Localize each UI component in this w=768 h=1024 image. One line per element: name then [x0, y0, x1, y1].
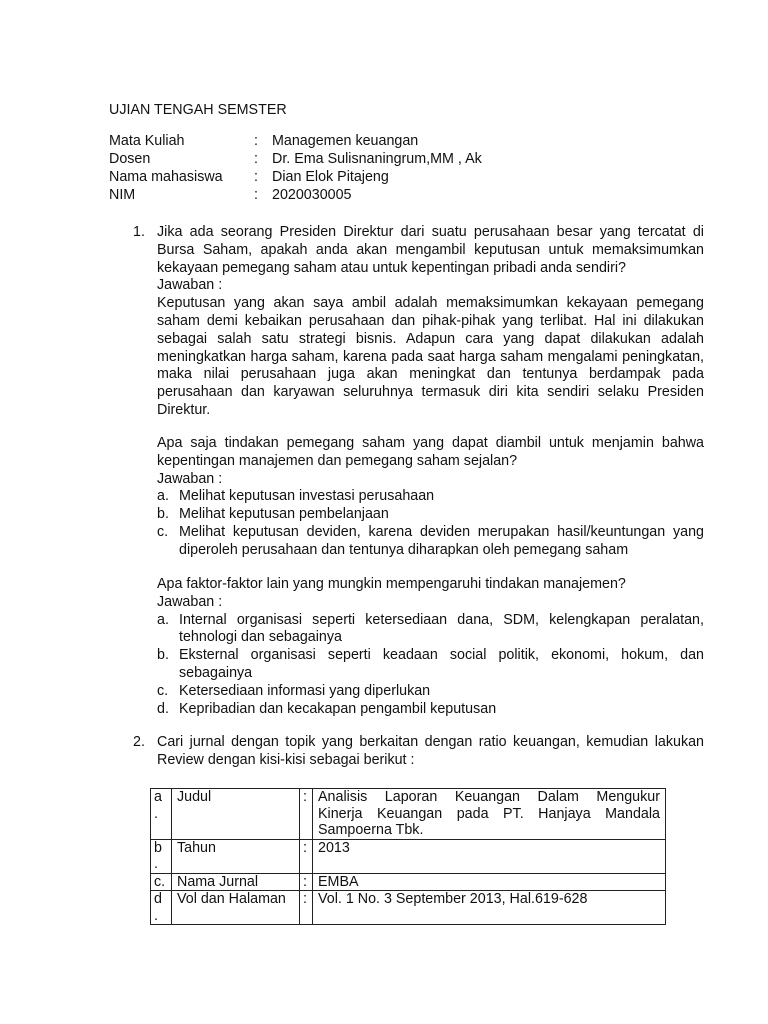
answer-line: saham demi kebaikan perusahaan dan pihak-pihak yang terlibat. Hal ini dilakukan [157, 312, 704, 329]
question-2-number: 2. [133, 734, 145, 750]
info-row [109, 186, 482, 204]
subquestion-line: Apa faktor-faktor lain yang mungkin mempengaruhi tindakan manajemen? [157, 576, 626, 592]
row-marker: b . [151, 839, 172, 873]
student-info [109, 132, 482, 204]
row-marker: d . [151, 891, 172, 925]
row-separator: : [300, 873, 313, 891]
info-row [109, 150, 482, 168]
question-1 [157, 224, 704, 420]
list-item-text: tehnologi dan sebagainya [179, 629, 342, 646]
list-marker: a. [157, 611, 169, 628]
question-2 [157, 734, 704, 770]
table-row [151, 839, 666, 873]
list-item-text: Melihat keputusan investasi perusahaan [179, 488, 435, 505]
info-value: Dr. Ema Sulisnaningrum,MM , Ak [272, 151, 482, 167]
info-separator: : [254, 151, 258, 167]
list-item [157, 683, 704, 701]
page-title: UJIAN TENGAH SEMSTER [109, 102, 287, 118]
answer-line: Keputusan yang akan saya ambil adalah memaksimumkan kekayaan pemegang [157, 295, 704, 312]
list-item-text: Ketersediaan informasi yang diperlukan [179, 682, 431, 699]
answer-line: Direktur. [157, 401, 211, 418]
answer-line: meningkatkan harga saham, karena pada saat harga saham mengalami peningkatan, [157, 348, 704, 365]
info-value: 2020030005 [272, 187, 352, 203]
list-item-text: Melihat keputusan deviden, karena deviden merupakan hasil/keuntungan yang [179, 523, 704, 540]
question-1-line: Bursa Saham, apakah anda akan mengambil keputusan untuk memaksimumkan [157, 241, 704, 258]
answer-line: sebagai salah satu strategi bisnis. Adapun cara yang dapat dilakukan adalah [157, 330, 704, 347]
info-separator: : [254, 169, 258, 185]
subquestion-1 [157, 435, 704, 560]
info-separator: : [254, 187, 258, 203]
row-value: EMBA [313, 873, 666, 891]
list-item [157, 488, 704, 506]
row-value: Analisis Laporan Keuangan Dalam Mengukur Kinerja Keuangan pada PT. Hanjaya Mandala Sampoerna Tbk. [313, 789, 666, 840]
info-value: Dian Elok Pitajeng [272, 169, 389, 185]
row-value: Vol. 1 No. 3 September 2013, Hal.619-628 [313, 891, 666, 925]
question-1-line: Jika ada seorang Presiden Direktur dari suatu perusahaan besar yang tercatat di [157, 224, 704, 240]
answer-label: Jawaban : [157, 277, 223, 294]
subquestion-2 [157, 576, 704, 718]
row-label: Nama Jurnal [172, 873, 300, 891]
list-item [157, 506, 704, 524]
row-separator: : [300, 839, 313, 873]
info-label: Mata Kuliah [109, 133, 185, 149]
question-1-line: kekayaan pemegang saham atau untuk kepentingan pribadi anda sendiri? [157, 259, 626, 276]
list-item-text: Melihat keputusan pembelanjaan [179, 506, 389, 523]
subquestion-line: kepentingan manajemen dan pemegang saham sejalan? [157, 452, 518, 469]
list-item-text: sebagainya [179, 664, 253, 681]
question-2-line: Cari jurnal dengan topik yang berkaitan dengan ratio keuangan, kemudian lakukan [157, 734, 704, 750]
info-label: Nama mahasiswa [109, 169, 223, 185]
table-row [151, 789, 666, 840]
question-2-line: Review dengan kisi-kisi sebagai berikut : [157, 751, 415, 768]
row-value: 2013 [313, 839, 666, 873]
row-label: Tahun [172, 839, 300, 873]
answer-line: perusahaan dan karyawan seluruhnya termasuk diri kita sendiri selaku Presiden [157, 384, 704, 401]
info-row [109, 168, 482, 186]
list-item [157, 701, 704, 719]
list-item [157, 612, 704, 648]
list-item-text: Kepribadian dan kecakapan pengambil keputusan [179, 700, 497, 717]
row-label: Vol dan Halaman [172, 891, 300, 925]
list-marker: a. [157, 488, 169, 505]
info-row [109, 132, 482, 150]
subquestion-line: Apa saja tindakan pemegang saham yang dapat diambil untuk menjamin bahwa [157, 435, 704, 451]
question-1-number: 1. [133, 224, 145, 240]
info-separator: : [254, 133, 258, 149]
info-label: Dosen [109, 151, 151, 167]
answer-label: Jawaban : [157, 593, 223, 610]
row-separator: : [300, 891, 313, 925]
review-table [150, 788, 666, 925]
list-marker: b. [157, 647, 169, 664]
answer-label: Jawaban : [157, 470, 223, 487]
row-marker: c. [151, 873, 172, 891]
table-row [151, 873, 666, 891]
list-marker: d. [157, 700, 169, 717]
list-marker: c. [157, 682, 169, 699]
table-row [151, 891, 666, 925]
list-item-text: Eksternal organisasi seperti keadaan social politik, ekonomi, hokum, dan [179, 647, 704, 664]
list-marker: b. [157, 506, 169, 523]
list-item [157, 647, 704, 683]
info-label: NIM [109, 187, 136, 203]
list-item [157, 524, 704, 560]
list-item-text: diperoleh perusahaan dan tentunya diharapkan oleh pemegang saham [179, 541, 629, 558]
info-value: Managemen keuangan [272, 133, 419, 149]
list-item-text: Internal organisasi seperti ketersediaan dana, SDM, kelengkapan peralatan, [179, 611, 704, 628]
row-label: Judul [172, 789, 300, 840]
row-separator: : [300, 789, 313, 840]
answer-line: maka nilai perusahaan juga akan meningkat dan tentunya berdampak pada [157, 366, 704, 383]
row-marker: a . [151, 789, 172, 840]
list-marker: c. [157, 523, 169, 540]
